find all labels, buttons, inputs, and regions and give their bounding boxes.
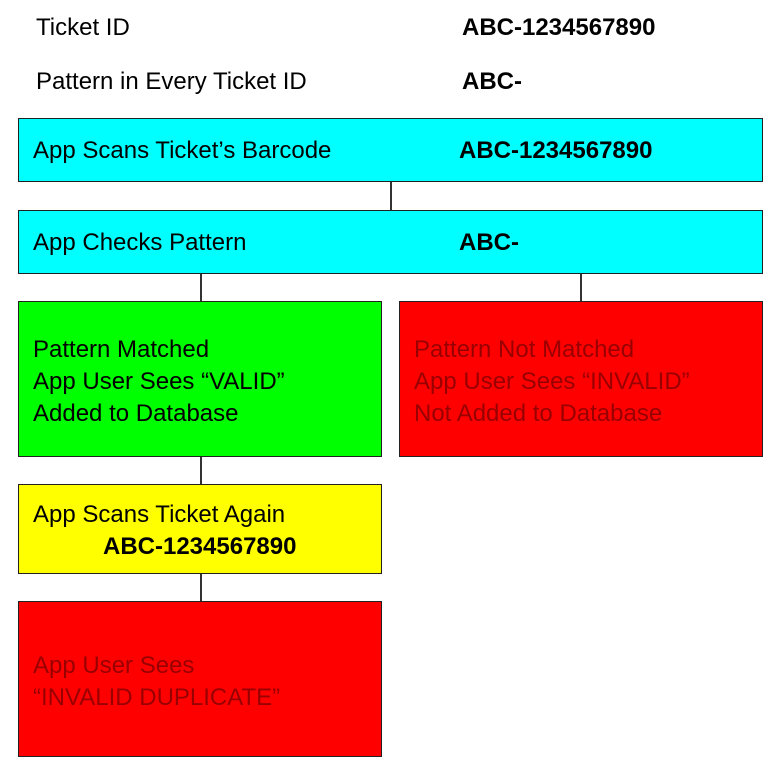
connector-check-not-matched: [580, 274, 582, 301]
pattern-matched-line3: Added to Database: [33, 400, 239, 427]
pattern-not-matched-line1: Pattern Not Matched: [414, 336, 635, 363]
pattern-label: Pattern in Every Ticket ID: [36, 68, 307, 95]
scan-barcode-label: App Scans Ticket’s Barcode: [33, 137, 332, 164]
connector-scan-check: [390, 182, 392, 210]
pattern-value: ABC-: [462, 68, 522, 95]
pattern-not-matched-line3: Not Added to Database: [414, 400, 663, 427]
ticket-id-label: Ticket ID: [36, 14, 130, 41]
invalid-duplicate-line1: App User Sees: [33, 652, 195, 679]
pattern-matched-line1: Pattern Matched: [33, 336, 210, 363]
check-pattern-label: App Checks Pattern: [33, 229, 247, 256]
ticket-id-value: ABC-1234567890: [462, 14, 656, 41]
scan-barcode-box: [18, 118, 763, 182]
scan-again-box: [18, 484, 382, 574]
scan-barcode-value: ABC-1234567890: [459, 137, 653, 164]
invalid-duplicate-box: [18, 601, 382, 757]
pattern-not-matched-line2: App User Sees “INVALID”: [414, 368, 690, 395]
invalid-duplicate-line2: “INVALID DUPLICATE”: [33, 684, 281, 711]
pattern-matched-box: [18, 301, 382, 457]
connector-scan-again-duplicate: [200, 574, 202, 601]
connector-check-matched: [200, 274, 202, 301]
pattern-not-matched-box: [399, 301, 763, 457]
connector-matched-scan-again: [200, 457, 202, 484]
scan-again-label: App Scans Ticket Again: [33, 501, 286, 528]
check-pattern-box: [18, 210, 763, 274]
pattern-matched-line2: App User Sees “VALID”: [33, 368, 285, 395]
check-pattern-value: ABC-: [459, 229, 519, 256]
scan-again-value: ABC-1234567890: [103, 533, 297, 560]
